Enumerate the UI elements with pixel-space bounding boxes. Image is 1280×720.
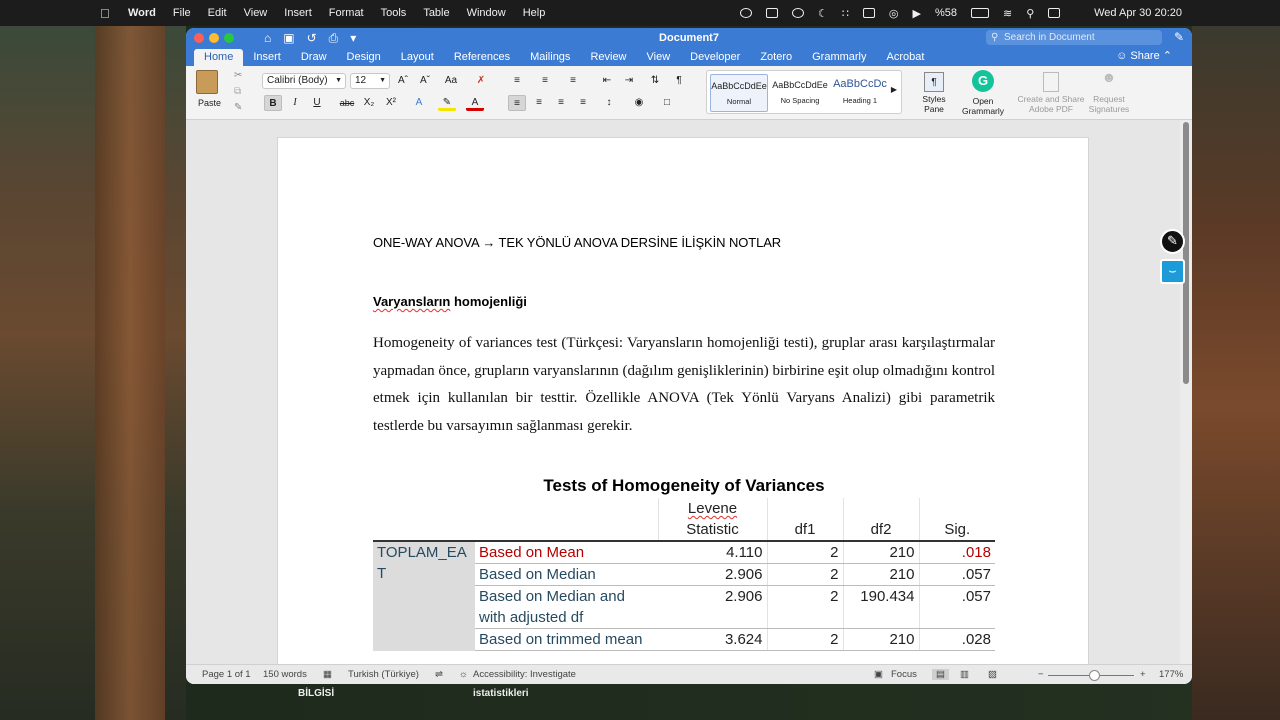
menubar-clock[interactable]: Wed Apr 30 20:20 [1094,7,1182,19]
vertical-scrollbar[interactable] [1180,120,1192,664]
align-left-icon[interactable]: ≡ [508,95,526,111]
cut-icon[interactable]: ✂ [234,70,243,81]
web-layout-icon[interactable]: ▥ [960,669,969,680]
accessibility-icon[interactable]: ☼ [459,669,468,680]
tab-insert[interactable]: Insert [253,51,281,63]
style-normal-name: Normal [726,97,752,106]
header-df2: df2 [843,498,919,541]
tab-zotero[interactable]: Zotero [760,51,793,63]
download-icon[interactable] [766,8,778,18]
open-grammarly-button[interactable] [958,70,1008,116]
print-layout-icon[interactable]: ▤ [932,669,949,680]
cell-levene: 2.906 [658,564,767,586]
share-button[interactable]: ☺ Share ⌃ [1116,50,1172,62]
desktop-icon-labels [186,680,1192,720]
styles-pane-label: Styles Pane [922,94,946,114]
accessibility-status[interactable]: Accessibility: Investigate [473,669,576,680]
request-signatures-button[interactable] [1086,69,1132,114]
header-sig: Sig. [944,521,971,538]
chevron-down-icon: ▼ [335,77,342,84]
undo-icon[interactable]: ↺ [306,30,317,45]
share-label: Share [1130,50,1160,62]
menu-file[interactable]: File [172,7,191,19]
header-levene [658,498,767,541]
moon-icon[interactable]: ☾ [818,7,828,20]
table-row [373,541,995,564]
menu-app-word[interactable]: Word [128,7,156,19]
menu-view[interactable]: View [243,7,268,19]
show-formatting-icon[interactable]: ¶ [676,75,682,86]
grammarly-icon: G [972,70,994,92]
focus-icon[interactable]: ▣ [874,669,883,680]
tab-view[interactable]: View [646,51,671,63]
apple-menu-icon[interactable] [100,6,114,21]
text-effects-icon[interactable]: A [415,97,423,108]
increase-indent-icon[interactable]: ⇥ [624,75,634,86]
menu-insert[interactable]: Insert [284,7,312,19]
underline-button[interactable]: U [313,97,321,108]
cell-levene: 4.110 [658,541,767,564]
menu-table[interactable]: Table [423,7,450,19]
wallpaper-tree-trunk [95,22,165,720]
zoom-level[interactable]: 177% [1159,669,1184,680]
tab-review[interactable]: Review [590,51,627,63]
tab-references[interactable]: References [453,51,511,63]
request-sign-label: Request Signatures [1088,94,1130,114]
battery-icon[interactable] [971,8,989,18]
font-size-value: 12 [355,75,367,86]
row-label: Based on Median and with adjusted df [475,586,658,629]
tab-home[interactable]: Home [194,49,243,66]
status-bar [186,664,1192,684]
section-heading[interactable] [373,294,527,309]
macos-menubar [0,0,1280,26]
menu-help[interactable]: Help [522,7,546,19]
tab-draw[interactable]: Draw [300,51,327,63]
cell-df2: 190.434 [843,586,919,629]
tab-design[interactable]: Design [346,51,381,63]
chevron-down-icon: ▼ [379,77,386,84]
styles-more-icon[interactable]: ▶ [890,85,897,94]
menu-window[interactable]: Window [466,7,506,19]
menu-edit[interactable]: Edit [207,7,227,19]
style-no-spacing-name: No Spacing [780,96,820,105]
search-placeholder: Search in Document [1004,32,1095,43]
track-changes-icon[interactable]: ⇌ [435,669,443,680]
zoom-slider-knob[interactable] [1089,670,1100,681]
paste-icon[interactable] [196,70,218,94]
home-icon[interactable]: ⌂ [264,30,272,45]
styles-pane-icon: ¶ [924,72,944,92]
body-paragraph[interactable]: Homogeneity of variances test (Türkçesi: Varyansların homojenliği testi), gruplar arası karşılaştırmalar yapmadan önce, grupların varyanslarının (dağılım genişliklerinin) birbirine eşit olup olmadığını kontrol etmek için kullanılan bir testtir. Özellikle ANOVA (Tek Yönlü Varyans Analizi) gibi parametrik testlerde bu varsayımın sağlanması gerekir. [373,335,995,434]
sort-icon[interactable]: ⇅ [650,75,660,86]
quick-access-toolbar [264,31,356,46]
numbering-icon[interactable]: ≡ [542,75,548,86]
search-document-input[interactable] [986,30,1162,45]
focus-mode[interactable]: Focus [891,669,917,680]
document-canvas [186,120,1192,664]
pen-tool-icon[interactable]: ✎ [1160,229,1185,254]
document-page[interactable] [277,137,1089,677]
ribbon-tabs [186,48,1192,66]
row-variable-label: TOPLAM_EAT [373,541,475,651]
row-label: Based on Median [475,564,658,586]
tab-mailings[interactable]: Mailings [530,51,571,63]
zoom-in-icon[interactable]: + [1140,669,1146,680]
bullets-icon[interactable]: ≡ [514,75,520,86]
multilevel-list-icon[interactable]: ≡ [570,75,576,86]
shrink-font-icon[interactable]: Aˇ [420,75,430,86]
header-df1: df1 [767,498,843,541]
cell-df2: 210 [843,541,919,564]
font-name-value: Calibri (Body) [267,75,328,86]
control-dots-icon[interactable]: ∷ [841,7,849,20]
scrollbar-thumb[interactable] [1183,122,1189,384]
style-heading-1[interactable] [831,74,889,112]
header-empty [475,498,658,541]
page-count[interactable]: Page 1 of 1 [202,669,251,680]
style-normal[interactable] [710,74,768,112]
font-color-icon[interactable]: A [466,95,484,111]
style-no-spacing[interactable] [771,74,829,112]
pdf-icon [1043,72,1059,92]
cell-df1: 2 [767,586,843,629]
align-right-icon[interactable]: ≡ [558,97,564,108]
signature-icon: ☻ [1101,69,1117,85]
shading-icon[interactable]: ◉ [634,97,644,108]
header-empty [373,498,475,541]
desktop-wallpaper-right [1192,22,1280,720]
font-size-select[interactable] [350,73,390,89]
clear-formatting-icon[interactable]: ✗ [476,75,486,86]
cell-sig: .057 [919,586,995,629]
superscript-button[interactable]: X² [386,97,396,108]
create-share-label: Create and Share Adobe PDF [1017,94,1085,114]
play-icon[interactable]: ▶ [912,7,921,20]
style-normal-preview: AaBbCcDdEe [711,81,767,91]
styles-pane-button[interactable] [916,72,952,114]
cell-df1: 2 [767,629,843,651]
bold-button[interactable]: B [264,95,282,111]
homogeneity-table[interactable] [373,498,995,651]
control-center-icon[interactable] [1048,8,1060,18]
justify-icon[interactable]: ≡ [580,97,586,108]
battery-percent[interactable]: %58 [934,7,957,19]
document-title: Document7 [659,32,719,44]
cell-df2: 210 [843,629,919,651]
desktop-label[interactable]: istatistikleri [473,688,529,699]
create-share-pdf-button[interactable] [1016,72,1086,114]
menu-format[interactable]: Format [328,7,364,19]
shield-icon[interactable] [792,8,804,18]
paste-label[interactable]: Paste [198,98,222,108]
styles-gallery [706,70,902,114]
align-center-icon[interactable]: ≡ [536,97,542,108]
font-name-select[interactable] [262,73,346,89]
spotlight-icon[interactable]: ⚲ [1026,7,1035,20]
document-heading[interactable]: ONE-WAY ANOVA → TEK YÖNLÜ ANOVA DERSİNE İLİŞKİN NOTLAR [373,235,782,250]
header-levene-b: Statistic [686,521,739,538]
highlight-icon[interactable]: ✎ [438,95,456,111]
row-label: Based on trimmed mean [475,629,658,651]
cell-levene: 3.624 [658,629,767,651]
cell-sig: .028 [919,629,995,651]
copy-icon[interactable]: ⧉ [234,86,242,97]
proofing-icon[interactable]: ▦ [323,669,332,680]
word-window [186,28,1192,684]
cell-df2: 210 [843,564,919,586]
language-indicator[interactable]: Turkish (Türkiye) [348,669,419,680]
read-mode-icon[interactable]: ▧ [988,669,997,680]
tab-acrobat[interactable]: Acrobat [886,51,925,63]
cell-df1: 2 [767,541,843,564]
screen-capture-icon[interactable]: ⌣ [1160,259,1185,284]
style-heading-1-name: Heading 1 [842,96,878,105]
table-title: Tests of Homogeneity of Variances [543,476,825,495]
grow-font-icon[interactable]: Aˆ [398,75,408,86]
airdrop-icon[interactable]: ◎ [888,7,899,20]
italic-button[interactable]: I [293,97,297,108]
title-bar [186,28,1192,48]
cell-sig: .018 [919,541,995,564]
desktop-label[interactable]: BİLGİSİ [298,688,335,699]
wifi-icon[interactable]: ≋ [1002,7,1013,20]
close-window-button[interactable] [194,33,204,43]
word-count[interactable]: 150 words [263,669,307,680]
row-label: Based on Mean [475,541,658,564]
customize-qat-icon[interactable]: ▾ [350,30,357,45]
header-levene-a: Levene [687,500,738,517]
print-icon[interactable]: ⎙ [328,30,339,45]
ribbon-home [186,66,1192,120]
section-heading-word: Varyansların [373,294,451,309]
account-icon[interactable]: ✎ [1173,30,1184,44]
style-no-spacing-preview: AaBbCcDdEe [772,80,828,90]
window-icon[interactable] [863,8,875,18]
zoom-window-button[interactable] [224,33,234,43]
menu-tools[interactable]: Tools [380,7,407,19]
line-spacing-icon[interactable]: ↕ [606,97,612,108]
style-heading-1-preview: AaBbCcDc [833,78,887,90]
tab-layout[interactable]: Layout [400,51,434,63]
cell-sig: .057 [919,564,995,586]
decrease-indent-icon[interactable]: ⇤ [602,75,612,86]
zoom-out-icon[interactable]: − [1038,669,1044,680]
minimize-window-button[interactable] [209,33,219,43]
cell-df1: 2 [767,564,843,586]
section-heading-rest: homojenliği [450,294,527,309]
cell-levene: 2.906 [658,586,767,629]
tab-grammarly[interactable]: Grammarly [812,51,867,63]
save-icon[interactable]: ▣ [283,30,295,45]
subscript-button[interactable]: X₂ [363,97,375,108]
borders-icon[interactable]: □ [663,97,671,108]
record-icon[interactable] [740,8,752,18]
change-case-icon[interactable]: Aa [444,75,458,86]
format-painter-icon[interactable]: ✎ [234,102,243,113]
tab-developer[interactable]: Developer [690,51,741,63]
open-grammarly-label: Open Grammarly [961,96,1005,116]
search-icon: ⚲ [991,32,999,43]
strikethrough-button[interactable]: abc [339,98,355,108]
